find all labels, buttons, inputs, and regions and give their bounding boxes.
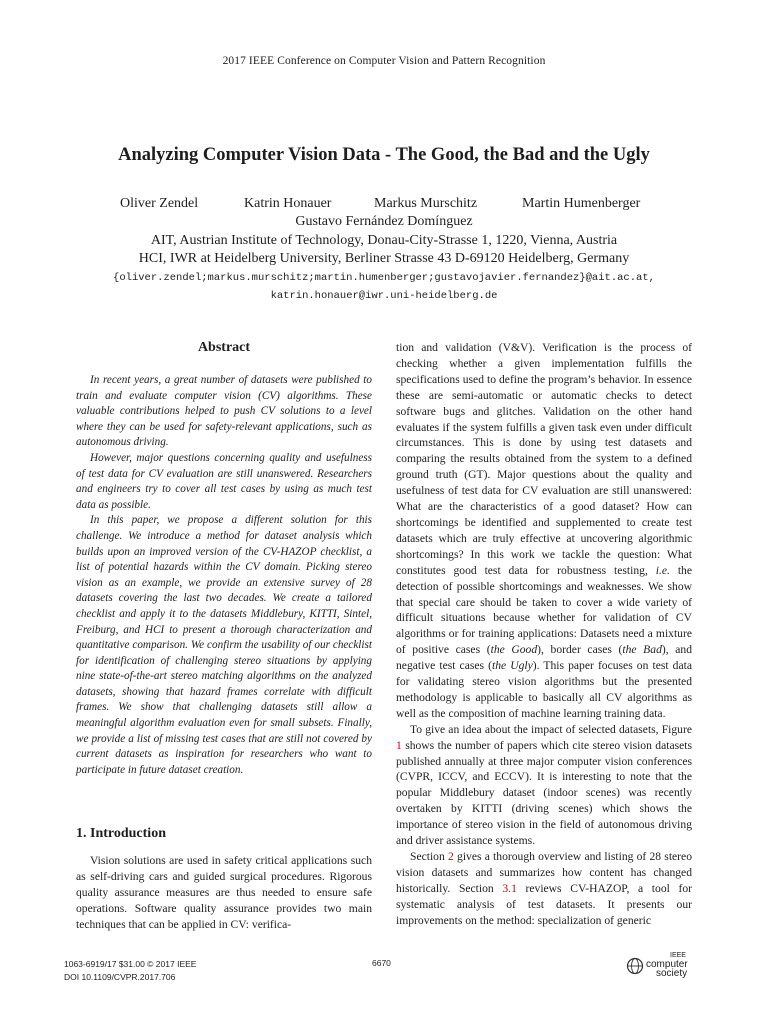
right-paragraph-2 (396, 722, 692, 849)
author-4: Martin Humenberger (522, 196, 641, 211)
affiliation-ait: AIT, Austrian Institute of Technology, Donau-City-Strasse 1, 1220, Vienna, Austria (150, 233, 618, 248)
page-number: 6670 (372, 958, 391, 968)
text-run: ). This paper focuses on test data for validating stereo vision algorithms but the presented methodology is applicable to basically all CV algorithms as well as the composition of machine learning training data. (396, 659, 692, 720)
abstract-heading: Abstract (197, 340, 251, 355)
logo-text (646, 951, 688, 978)
author-2: Katrin Honauer (244, 196, 332, 211)
conference-header: 2017 IEEE Conference on Computer Vision and Pattern Recognition (222, 55, 546, 67)
text-run: Section (410, 850, 445, 863)
text-run: ), border cases ( (537, 643, 623, 657)
abstract-paragraph: In this paper, we propose a different solution for this challenge. We introduce a method for dataset analysis which builds upon an improved version of the CV-HAZOP checklist, a list of potential hazards within the CV domain. Picking stereo vision as an example, we provide an extensive survey of 28 datasets covering the last two decades. We create a tailored checklist and apply it to the datasets Middlebury, KITTI, Sintel, Freiburg, and HCI to present a thorough characterization and quantitative comparison. We confirm the usability of our checklist for identification of challenging stereo situations by applying nine state-of-the-art stereo matching algorithms on the analyzed datasets, showing that hazard frames correlate with difficult frames. We show that challenging datasets still allow a meaningful algorithm evaluation even for small subsets. Finally, we provide a list of missing test cases that are still not covered by current datasets as inspiration for researchers who want to participate in future dataset creation. (76, 514, 372, 776)
author-1: Oliver Zendel (120, 196, 199, 211)
email-line-1: {oliver.zendel;markus.murschitz;martin.humenberger;gustavojavier.fernandez}@ait.ac.at, (113, 272, 655, 284)
paper-title: Analyzing Computer Vision Data - The Good, the Bad and the Ugly (118, 145, 650, 165)
right-paragraph-1 (396, 340, 692, 722)
abstract-paragraph: However, major questions concerning quality and usefulness of test data for CV evaluation are still unanswered. Researchers and engineers try to cover all test cases by using as much test data as possible. (76, 451, 372, 511)
author-5: Gustavo Fernández Domínguez (295, 214, 473, 229)
ieee-computer-society-logo (626, 951, 694, 981)
right-paragraph-3 (396, 849, 692, 929)
issn-text: 1063-6919/17 $31.00 © 2017 IEEE (64, 959, 197, 969)
abstract-paragraph: In recent years, a great number of datasets were published to train and evaluate computer vision (CV) algorithms. These valuable contributions helped to push CV solutions to a level where they can be used for safety-relevant applications, such as autonomous driving. (76, 374, 372, 449)
intro-paragraph: Vision solutions are used in safety critical applications such as self-driving cars and guided surgical procedures. Rigorous quality assurance measures are thus needed to ensure safe operations. Software quality assurance provides two main techniques that can be applied in CV: verifica- (76, 854, 372, 931)
logo-ieee: IEEE (670, 952, 686, 959)
figure-reference-link[interactable]: 1 (396, 738, 402, 752)
section-reference-link[interactable]: 3.1 (502, 881, 517, 895)
section-heading-introduction: 1. Introduction (76, 826, 166, 841)
text-run: tion and validation (V&V). Verification is the process of checking whether a given implementation fulfills the specifications used to define the program’s behavior. In essence these are semi-automatic or automatic checks to detect software bugs and glitches. Validation on the other hand evaluates if the system fulfills a given task even under difficult circumstances. This is done by using test datasets and comparing the results obtained from the system to a defined ground truth (GT). Major questions about the quality and usefulness of test data for CV evaluation are still unanswered: What are the characteristics of a good dataset? How can shortcomings be identified and supplemented to create test datasets which are truly effective at uncovering algorithmic shortcomings? In this work we tackle the question: What constitutes good test data for robustness testing, (396, 341, 692, 577)
italic-run: i.e. (655, 563, 670, 577)
section-reference-link[interactable]: 2 (448, 850, 454, 863)
italic-run: the Bad (622, 643, 662, 657)
email-line-2: katrin.honauer@iwr.uni-heidelberg.de (270, 290, 498, 302)
affiliation-hci: HCI, IWR at Heidelberg University, Berliner Strasse 43 D-69120 Heidelberg, Germany (138, 251, 630, 266)
logo-society: society (656, 968, 688, 979)
italic-run: the Ugly (491, 659, 533, 673)
right-column-body (396, 340, 692, 929)
italic-run: the Good (490, 643, 538, 657)
text-run: gives a thorough overview and listing of 28 stereo vision datasets and summarizes how content has changed historically. Section (396, 850, 692, 895)
globe-icon (626, 957, 644, 975)
text-run: shows the number of papers which cite stereo vision datasets published annually at three major computer vision conferences (CVPR, ICCV, and ECCV). It is interesting to note that the popular Middlebury dataset (indoor scenes) was recently overtaken by KITTI (driving scenes) which shows the importance of stereo vision in the field of autonomous driving and driver assistance systems. (396, 738, 692, 848)
introduction-body (76, 853, 372, 933)
text-run: To give an idea about the impact of selected datasets, Figure (410, 722, 692, 736)
footer-left (64, 958, 196, 984)
text-run: reviews CV-HAZOP, a tool for systematic analysis of test datasets. It presents our improvements on the method: specialization of generic (396, 881, 692, 927)
abstract-body (76, 373, 372, 778)
logo-computer: computer (646, 959, 688, 970)
text-run: ), and negative test cases ( (396, 643, 693, 673)
text-run: the detection of possible shortcomings and weaknesses. We show that special care should be taken to cover a wide variety of difficult situations because whether for validation of CV algorithms or for training applications: Datasets need a mixture of positive cases ( (396, 563, 692, 657)
author-3: Markus Murschitz (374, 196, 478, 211)
doi-text: DOI 10.1109/CVPR.2017.706 (64, 972, 176, 982)
